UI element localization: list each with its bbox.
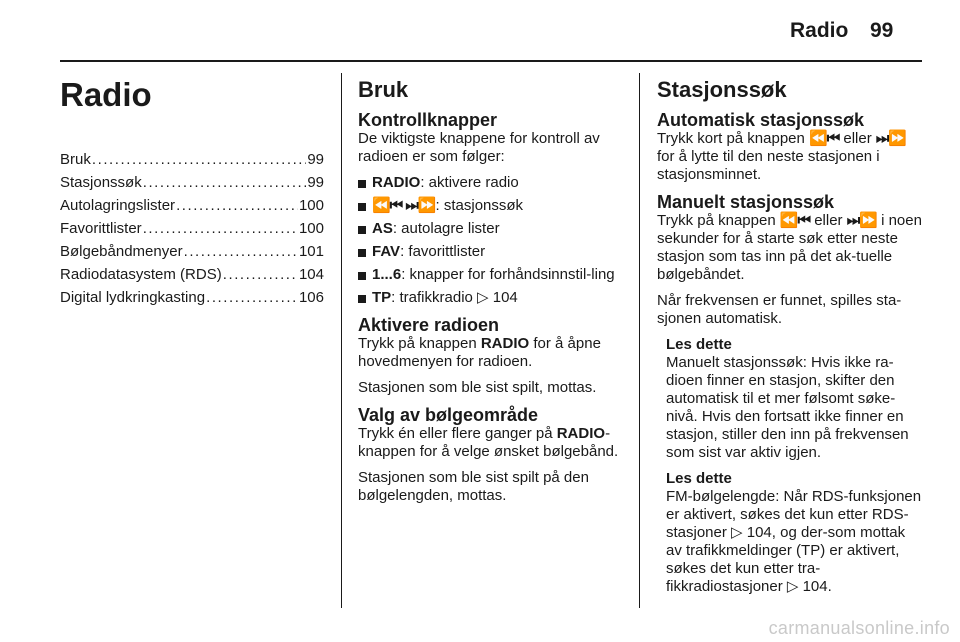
- subsection-title-manuelt: Manuelt stasjonssøk: [657, 192, 835, 212]
- section-title-stasjonssok: Stasjonssøk: [657, 77, 787, 102]
- valg-paragraph-2: Stasjonen som ble sist spilt på den bølgelengden, mottas.: [358, 469, 589, 504]
- control-description: : knapper for forhåndsinnstil-ling: [401, 266, 615, 283]
- text-run: eller: [839, 130, 876, 147]
- valg-paragraph: [358, 425, 623, 461]
- header-rule: [60, 60, 922, 62]
- subsection-title-aktivere: Aktivere radioen: [358, 315, 500, 335]
- radio-key: RADIO: [480, 335, 530, 352]
- list-item: [358, 197, 623, 215]
- page-number: 99: [870, 19, 894, 42]
- header-title: Radio: [790, 19, 849, 42]
- bullet-square-icon: [358, 203, 366, 211]
- list-item: [358, 220, 623, 238]
- toc-leader: [176, 194, 298, 217]
- aktivere-paragraph-2: Stasjonen som ble sist spilt, mottas.: [358, 379, 597, 396]
- bruk-column: [358, 72, 623, 513]
- bullet-square-icon: [358, 295, 366, 303]
- toc-page: 101: [298, 243, 324, 260]
- list-item: [358, 174, 623, 192]
- note-text: FM-bølgelengde: Når RDS-funksjonen er aktivert, søkes det kun etter RDS-stasjoner ▷ 104, og der-som mottak av trafikkmeldinger (TP) er aktivert, søkes det kun etter tra-fikkradiostasjoner ▷ 104.: [666, 488, 922, 595]
- seek-forward-icon: ⏭⏩: [875, 130, 907, 147]
- control-description: : stasjonssøk: [435, 197, 524, 214]
- control-description: : trafikkradio ▷ 104: [391, 289, 518, 306]
- text-run: i noen sekunder for å starte søk etter neste stasjon som tas inn på det ak-tuelle bølgebåndet.: [657, 212, 922, 283]
- table-of-contents: [60, 148, 324, 309]
- subsection-title-automatisk: Automatisk stasjonssøk: [657, 110, 865, 130]
- control-description: : aktivere radio: [420, 174, 519, 191]
- toc-label: Digital lydkringkasting: [60, 289, 206, 306]
- control-description: : favorittlister: [400, 243, 486, 260]
- text-run: eller: [810, 212, 847, 229]
- toc-entry[interactable]: [60, 148, 324, 171]
- toc-label: Bruk: [60, 151, 91, 168]
- control-description: : autolagre lister: [392, 220, 500, 237]
- section-title-bruk: Bruk: [358, 77, 409, 102]
- toc-page: 106: [298, 289, 324, 306]
- text-run: Trykk på knappen: [358, 335, 481, 352]
- note-title: Les dette: [666, 470, 732, 487]
- toc-entry[interactable]: [60, 240, 324, 263]
- control-key: 1...6: [372, 266, 402, 283]
- toc-label: Radiodatasystem (RDS): [60, 266, 222, 283]
- text-run: Trykk på knappen: [657, 212, 780, 229]
- toc-label: Stasjonssøk: [60, 174, 142, 191]
- note-fm-wavelength: [657, 470, 923, 596]
- toc-leader: [223, 263, 298, 286]
- text-run: for å åpne hovedmenyen for radioen.: [358, 335, 601, 370]
- aktivere-paragraph: [358, 335, 623, 371]
- toc-entry[interactable]: [60, 263, 324, 286]
- bullet-square-icon: [358, 272, 366, 280]
- list-item: [358, 266, 623, 284]
- toc-entry[interactable]: [60, 194, 324, 217]
- toc-leader: [184, 240, 298, 263]
- toc-leader: [206, 286, 298, 309]
- toc-leader: [143, 171, 307, 194]
- column-divider-2: [639, 73, 640, 608]
- text-run: for å lytte til den neste stasjonen i stasjonsminnet.: [657, 148, 880, 183]
- toc-leader: [143, 217, 298, 240]
- subsection-title-kontrollknapper: Kontrollknapper: [358, 110, 498, 130]
- manuelt-paragraph: [657, 212, 923, 284]
- toc-label: Favorittlister: [60, 220, 142, 237]
- manuelt-paragraph-2: Når frekvensen er funnet, spilles sta-sjonen automatisk.: [657, 292, 902, 327]
- page-header: [0, 0, 960, 60]
- radio-key: RADIO: [556, 425, 606, 442]
- control-key: RADIO: [372, 174, 421, 191]
- kontroll-intro: De viktigste knappene for kontroll av radioen er som følger:: [358, 130, 600, 165]
- seek-forward-icon: ⏭⏩: [846, 212, 877, 229]
- chapter-title: Radio: [60, 76, 152, 113]
- toc-label: Autolagringslister: [60, 197, 176, 214]
- column-divider-1: [341, 73, 342, 608]
- text-run: Trykk én eller flere ganger på: [358, 425, 557, 442]
- toc-label: Bølgebåndmenyer: [60, 243, 183, 260]
- toc-entry[interactable]: [60, 171, 324, 194]
- text-run: -knappen for å velge ønsket bølgebånd.: [358, 425, 619, 460]
- seek-back-icon: ⏪⏮: [779, 212, 811, 229]
- stasjonssok-column: [657, 72, 923, 604]
- automatisk-paragraph: [657, 130, 923, 184]
- chapter-column: [60, 72, 324, 309]
- list-item: [358, 289, 623, 307]
- toc-page: 104: [298, 266, 324, 283]
- toc-page: 100: [298, 220, 324, 237]
- bullet-square-icon: [358, 226, 366, 234]
- subsection-title-valg: Valg av bølgeområde: [358, 405, 539, 425]
- toc-leader: [92, 148, 306, 171]
- control-key: TP: [372, 289, 392, 306]
- note-title: Les dette: [666, 336, 732, 353]
- toc-entry[interactable]: [60, 217, 324, 240]
- note-text: Manuelt stasjonssøk: Hvis ikke ra-dioen finner en stasjon, skifter den automatisk til et mer følsomt søke-nivå. Hvis den fortsatt ikke finner en stasjon, stiller den inn på frekvensen som sist var aktiv igjen.: [666, 354, 909, 461]
- toc-page: 99: [307, 174, 324, 191]
- toc-page: 99: [307, 151, 324, 168]
- seek-buttons-icon: ⏪⏮ ⏭⏩: [372, 197, 436, 214]
- note-manual-search: [657, 336, 923, 462]
- bullet-square-icon: [358, 180, 366, 188]
- watermark: carmanualsonline.info: [768, 618, 950, 638]
- control-button-list: [358, 174, 623, 307]
- control-key: AS: [372, 220, 393, 237]
- page-footer: [0, 618, 960, 642]
- seek-back-icon: ⏪⏮: [809, 130, 840, 147]
- bullet-square-icon: [358, 249, 366, 257]
- toc-page: 100: [298, 197, 324, 214]
- control-key: FAV: [372, 243, 401, 260]
- list-item: [358, 243, 623, 261]
- text-run: Trykk kort på knappen: [657, 130, 810, 147]
- toc-entry[interactable]: [60, 286, 324, 309]
